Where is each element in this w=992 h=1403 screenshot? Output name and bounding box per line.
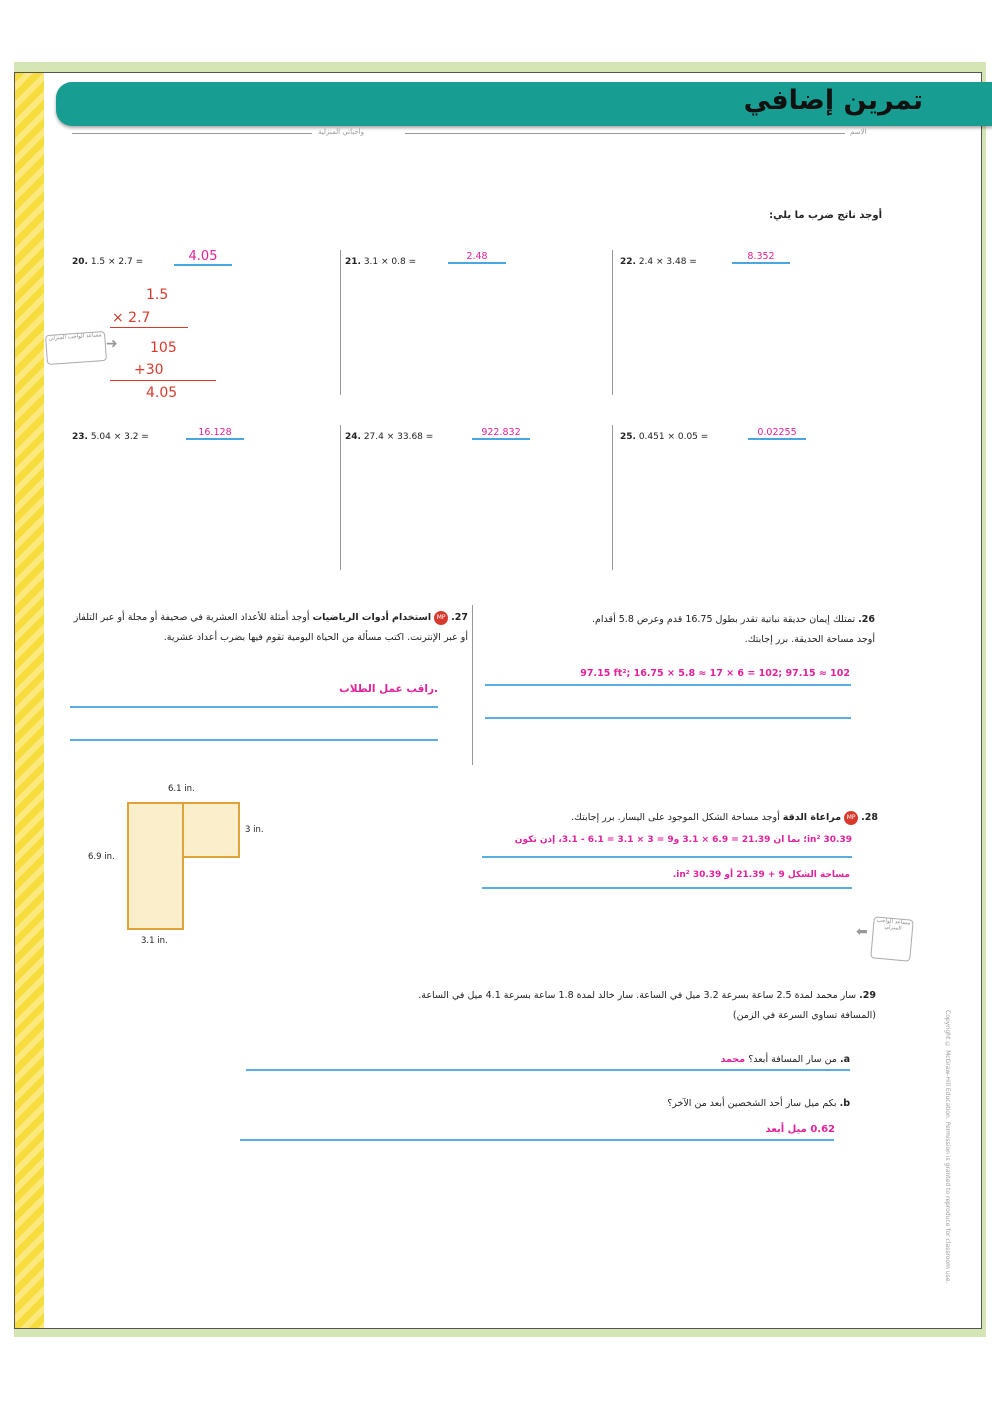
figure-small-rectangle <box>182 802 240 858</box>
answer-line <box>485 717 851 719</box>
mp-badge: MP <box>434 611 448 625</box>
part-text: بكم ميل سار أحد الشخصين أبعد من الآخر؟ <box>667 1098 837 1109</box>
arrow-left-icon: ⬅ <box>856 924 868 940</box>
problem-22: 22. 2.4 × 3.48 = <box>620 257 697 267</box>
work-rule <box>110 327 188 328</box>
question-number: 27. <box>451 612 468 623</box>
question-title: مراعاة الدقة <box>782 812 842 823</box>
figure-tall-rectangle <box>127 802 184 930</box>
question-text: (المسافة تساوي السرعة في الزمن) <box>732 1010 876 1021</box>
figure-label-left: 6.9 in. <box>88 852 115 862</box>
answer-21: 2.48 <box>448 251 506 264</box>
arrow-right-icon: ➜ <box>106 336 118 352</box>
work-line-1: 1.5 <box>146 287 169 303</box>
divider <box>340 250 341 395</box>
problem-20: 20. 1.5 × 2.7 = <box>72 257 144 267</box>
answer-29b: 0.62 ميل أبعد <box>765 1124 835 1135</box>
question-29a <box>600 1050 850 1070</box>
homework-helper-note[interactable] <box>870 916 914 961</box>
helper-note-text: مساعد الواجب المنزلي <box>876 917 911 932</box>
answer-27: راقب عمل الطلاب. <box>339 683 438 695</box>
answer-line <box>482 856 852 858</box>
period-label: واجباتي المنزلية <box>318 128 365 136</box>
answer-line <box>240 1139 834 1141</box>
work-line-5: 4.05 <box>146 385 178 401</box>
question-text: تمتلك إيمان حديقة نباتية تقدر بطول 16.75 قدم وعرض 5.8 أقدام. <box>592 614 856 625</box>
answer-28-line1: 30.39 in²؛ بما أن 21.39 = 6.9 × 3.1 و9 = 3 × 3.1 = 6.1 - 3.1، إذن تكون <box>514 835 852 845</box>
figure-label-right: 3 in. <box>245 825 264 835</box>
answer-line <box>485 684 851 686</box>
homework-helper-note[interactable] <box>45 331 107 365</box>
name-line <box>405 133 845 134</box>
question-text: أوجد أمثلة للأعداد العشرية في صحيفة أو مجلة أو عبر التلفاز أو عبر الإنترنت. اكتب مسألة من الحياة اليومية تقوم فيها بضرب أعداد عشرية. <box>73 612 468 643</box>
question-28 <box>450 808 878 828</box>
answer-23: 16.128 <box>186 427 244 440</box>
name-label: الاسم <box>850 128 867 136</box>
answer-22: 8.352 <box>732 251 790 264</box>
question-29 <box>258 986 876 1026</box>
copyright-note: Copyright © McGraw-Hill Education. Permission is granted to reproduce for classroom use. <box>944 1010 951 1284</box>
answer-line <box>70 739 438 741</box>
work-line-2: × 2.7 <box>112 310 151 326</box>
answer-line <box>70 706 438 708</box>
question-number: 26. <box>858 614 875 625</box>
question-title: استخدام أدوات الرياضيات <box>312 612 432 623</box>
question-text: أوجد مساحة الحديقة. برر إجابتك. <box>744 634 875 645</box>
period-line <box>72 133 312 134</box>
mp-badge: MP <box>844 811 858 825</box>
yellow-stripe <box>15 73 44 1328</box>
answer-line <box>482 887 852 889</box>
divider <box>340 425 341 570</box>
question-text: أوجد مساحة الشكل الموجود على اليسار. برر إجابتك. <box>571 812 780 823</box>
work-line-3: 105 <box>150 340 177 356</box>
problem-23: 23. 5.04 × 3.2 = <box>72 432 149 442</box>
answer-26: 97.15 ft²; 16.75 × 5.8 ≈ 17 × 6 = 102; 97.15 ≈ 102 <box>580 668 850 679</box>
question-26 <box>485 610 875 650</box>
divider <box>472 605 473 765</box>
figure-label-bottom: 3.1 in. <box>141 936 168 946</box>
answer-29a: محمد <box>720 1054 746 1065</box>
part-text: من سار المسافة أبعد؟ <box>748 1054 837 1065</box>
problem-21: 21. 3.1 × 0.8 = <box>345 257 417 267</box>
question-29b <box>560 1094 850 1114</box>
title-banner <box>56 82 992 126</box>
figure-label-top: 6.1 in. <box>168 784 195 794</box>
divider <box>612 250 613 395</box>
work-line-4: +30 <box>134 362 164 378</box>
question-27 <box>70 608 468 648</box>
question-number: 29. <box>859 990 876 1001</box>
answer-24: 922.832 <box>472 427 530 440</box>
answer-20: 4.05 <box>174 249 232 266</box>
work-rule <box>110 380 216 381</box>
problem-25: 25. 0.451 × 0.05 = <box>620 432 709 442</box>
part-label: b. <box>839 1098 850 1109</box>
answer-line <box>246 1069 850 1071</box>
answer-25: 0.02255 <box>748 427 806 440</box>
answer-28-line2: مساحة الشكل 9 + 21.39 أو 30.39 in². <box>672 870 850 880</box>
problem-24: 24. 27.4 × 33.68 = <box>345 432 434 442</box>
divider <box>612 425 613 570</box>
question-number: 28. <box>861 812 878 823</box>
helper-note-text: مساعد الواجب المنزلي <box>48 332 102 342</box>
question-text: سار محمد لمدة 2.5 ساعة بسرعة 3.2 ميل في الساعة. سار خالد لمدة 1.8 ساعة بسرعة 4.1 ميل في الساعة. <box>418 990 857 1001</box>
part-label: a. <box>839 1054 850 1065</box>
page-title: تمرين إضافي <box>743 85 923 116</box>
instruction: أوجد ناتج ضرب ما يلي: <box>769 210 882 221</box>
